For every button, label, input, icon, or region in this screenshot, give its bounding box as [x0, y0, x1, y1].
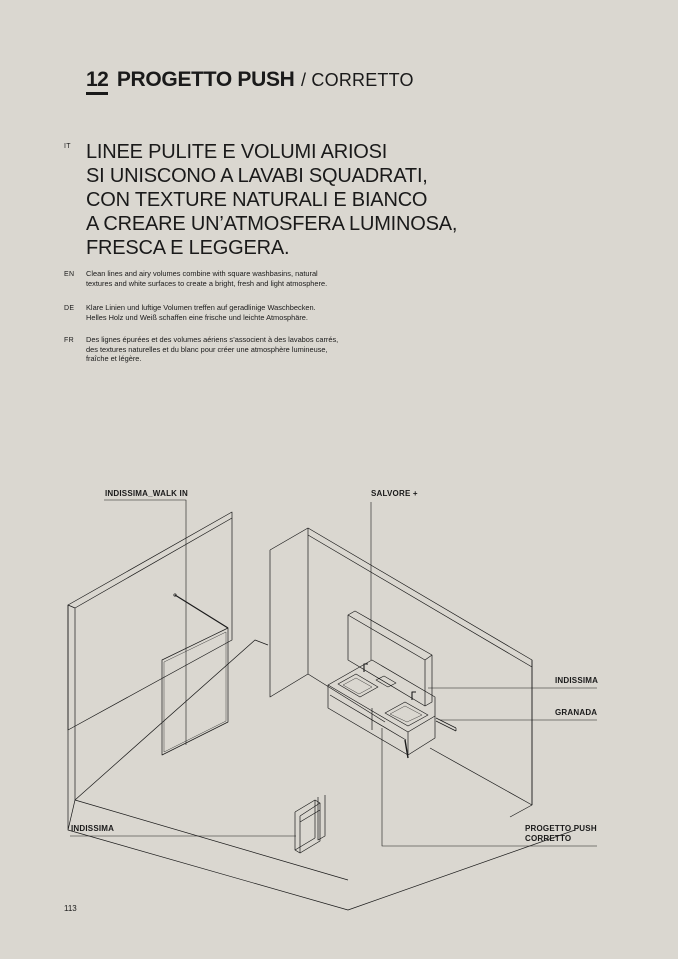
- chapter-number: 12: [86, 68, 108, 95]
- back-wall: [270, 528, 532, 817]
- mirror: [348, 611, 432, 706]
- paragraph-line: fraîche et légère.: [86, 354, 142, 363]
- walk-in-shower-panel: [162, 594, 228, 755]
- paragraph-line: textures and white surfaces to create a bright, fresh and light atmosphere.: [86, 278, 328, 288]
- label-salvore: SALVORE +: [371, 489, 418, 498]
- label-indissima-walk-in: INDISSIMA_WALK IN: [105, 489, 188, 498]
- headline-line: A CREARE UN’ATMOSFERA LUMINOSA,: [86, 213, 458, 235]
- label-indissima-right: INDISSIMA: [555, 676, 599, 685]
- paragraph-line: Clean lines and airy volumes combine with square washbasins, natural: [86, 269, 318, 278]
- lang-tag-en: EN: [64, 271, 75, 278]
- left-wall: [68, 512, 232, 830]
- headline-line: SI UNISCONO A LAVABI SQUADRATI,: [86, 165, 428, 187]
- lang-tag-it: IT: [64, 143, 71, 150]
- paragraph-line: Des lignes épurées et des volumes aériens s’associent à des lavabos carrés,: [86, 335, 339, 344]
- page-number: 113: [64, 904, 77, 913]
- label-line: PROGETTO PUSH: [525, 824, 597, 833]
- headline-line: FRESCA E LEGGERA.: [86, 237, 290, 259]
- label-indissima-left: INDISSIMA: [71, 824, 115, 833]
- label-progetto-push-corretto: [525, 824, 597, 844]
- lang-tag-fr: FR: [64, 337, 74, 344]
- page-title: PROGETTO PUSH: [116, 68, 295, 91]
- paragraph-line: des textures naturelles et du blanc pour créer une atmosphère lumineuse,: [86, 344, 328, 354]
- page-subtitle: / CORRETTO: [301, 70, 414, 90]
- headline-line: LINEE PULITE E VOLUMI ARIOSI: [86, 141, 388, 163]
- label-granada: GRANADA: [555, 708, 598, 717]
- towel-rack: [295, 795, 325, 853]
- floor-outline: [68, 640, 575, 910]
- lang-tag-de: DE: [64, 305, 75, 312]
- callout-leader-lines: [70, 500, 597, 846]
- faucets: [364, 664, 416, 700]
- paragraph-line: Helles Holz und Weiß schaffen eine frische und leichte Atmosphäre.: [86, 312, 308, 322]
- headline-line: CON TEXTURE NATURALI E BIANCO: [86, 189, 428, 211]
- label-line: CORRETTO: [525, 834, 572, 843]
- paragraph-line: Klare Linien und luftige Volumen treffen auf geradlinige Waschbecken.: [86, 303, 316, 312]
- vanity-cabinet: [328, 660, 435, 758]
